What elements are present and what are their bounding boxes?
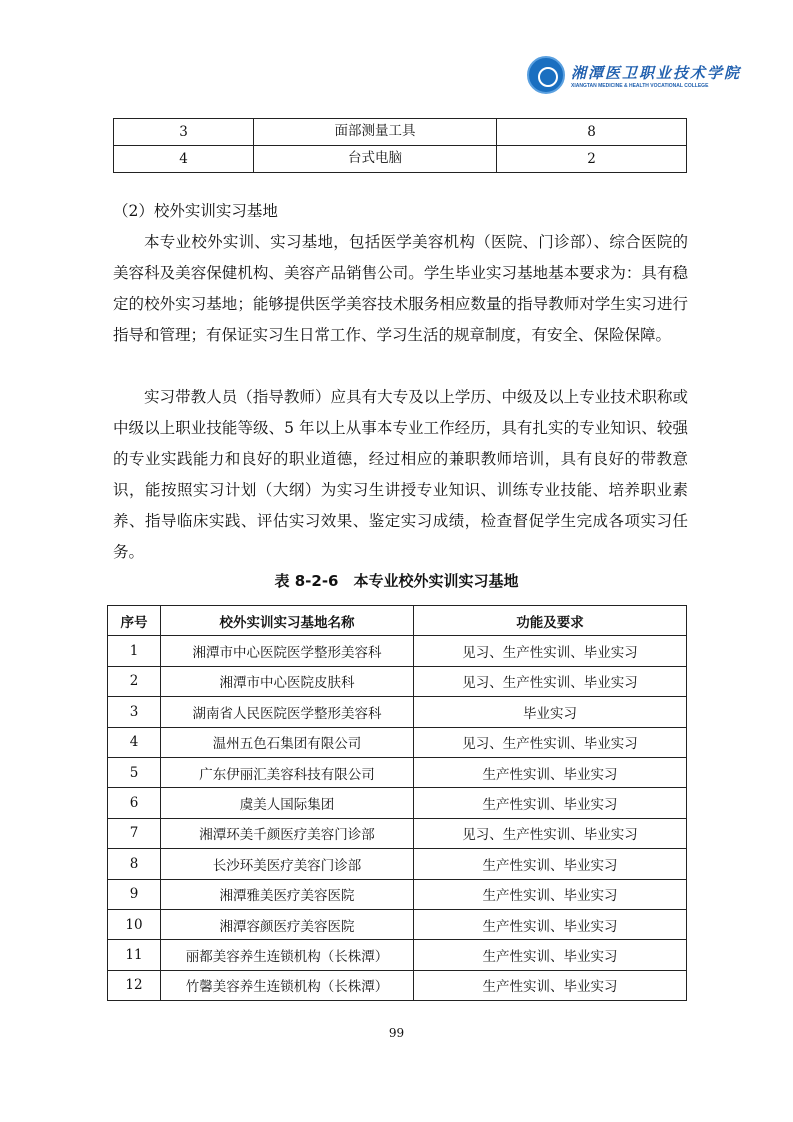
table-cell: 见习、生产性实训、毕业实习 bbox=[414, 666, 687, 696]
table-cell: 12 bbox=[108, 970, 161, 1000]
table-cell: 见习、生产性实训、毕业实习 bbox=[414, 636, 687, 666]
table-cell: 湘潭市中心医院医学整形美容科 bbox=[161, 636, 414, 666]
table-cell: 7 bbox=[108, 818, 161, 848]
table-row bbox=[108, 940, 687, 970]
table-cell: 4 bbox=[108, 727, 161, 757]
table-row bbox=[108, 636, 687, 666]
table-cell: 面部测量工具 bbox=[254, 119, 497, 146]
table-cell: 长沙环美医疗美容门诊部 bbox=[161, 849, 414, 879]
table-row bbox=[108, 879, 687, 909]
table-cell: 生产性实训、毕业实习 bbox=[414, 788, 687, 818]
table-cell: 生产性实训、毕业实习 bbox=[414, 970, 687, 1000]
college-seal-icon bbox=[527, 56, 565, 94]
table-row bbox=[108, 727, 687, 757]
table-row bbox=[108, 757, 687, 787]
table-cell: 虞美人国际集团 bbox=[161, 788, 414, 818]
logo-cn: 湘潭医卫职业技术学院 bbox=[571, 63, 742, 82]
table-cell: 1 bbox=[108, 636, 161, 666]
table-cell: 2 bbox=[497, 146, 687, 173]
table-header-row bbox=[108, 606, 687, 636]
table-cell: 4 bbox=[114, 146, 254, 173]
table-row bbox=[108, 909, 687, 939]
table-cell: 湘潭环美千颜医疗美容门诊部 bbox=[161, 818, 414, 848]
table-cell: 湘潭雅美医疗美容医院 bbox=[161, 879, 414, 909]
table-cell: 见习、生产性实训、毕业实习 bbox=[414, 727, 687, 757]
table-row bbox=[108, 849, 687, 879]
table-cell: 11 bbox=[108, 940, 161, 970]
table-row bbox=[108, 818, 687, 848]
paragraph-1: 本专业校外实训、实习基地，包括医学美容机构（医院、门诊部）、综合医院的美容科及美容保健机构、美容产品销售公司。学生毕业实习基地基本要求为：具有稳定的校外实习基地；能够提供医学美容技术服务相应数量的指导教师对学生实习进行指导和管理；有保证实习生日常工作、学习生活的规章制度，有安全、保险保障。 bbox=[113, 233, 688, 344]
table-row bbox=[108, 666, 687, 696]
table-cell: 见习、生产性实训、毕业实习 bbox=[414, 818, 687, 848]
table-cell: 生产性实训、毕业实习 bbox=[414, 940, 687, 970]
table-row bbox=[108, 970, 687, 1000]
table-cell: 竹馨美容养生连锁机构（长株潭） bbox=[161, 970, 414, 1000]
section-heading: （2）校外实训实习基地 bbox=[113, 202, 278, 220]
table-cell: 台式电脑 bbox=[254, 146, 497, 173]
page-number: 99 bbox=[388, 1026, 405, 1040]
table-cell: 湘潭市中心医院皮肤科 bbox=[161, 666, 414, 696]
paragraph-2: 实习带教人员（指导教师）应具有大专及以上学历、中级及以上专业技术职称或中级以上职业技能等级、5 年以上从事本专业工作经历，具有扎实的专业知识、较强的专业实践能力和良好的职业道德，经过相应的兼职教师培训，具有良好的带教意识，能按照实习计划（大纲）为实习生讲授专业知识、训练专业技能、培养职业素养、指导临床实践、评估实习效果、鉴定实习成绩，检查督促学生完成各项实习任务。 bbox=[113, 388, 688, 561]
table-cell: 湖南省人民医院医学整形美容科 bbox=[161, 697, 414, 727]
table-cell: 生产性实训、毕业实习 bbox=[414, 849, 687, 879]
header-index: 序号 bbox=[108, 606, 161, 636]
table-cell: 生产性实训、毕业实习 bbox=[414, 757, 687, 787]
table-cell: 8 bbox=[497, 119, 687, 146]
table-row bbox=[108, 697, 687, 727]
logo-en: XIANGTAN MEDICINE & HEALTH VOCATIONAL COLLEGE bbox=[571, 82, 709, 89]
table-row bbox=[114, 146, 687, 173]
table-cell: 毕业实习 bbox=[414, 697, 687, 727]
header-name: 校外实训实习基地名称 bbox=[161, 606, 414, 636]
equipment-table bbox=[113, 118, 687, 173]
table-cell: 温州五色石集团有限公司 bbox=[161, 727, 414, 757]
table-cell: 10 bbox=[108, 909, 161, 939]
table-cell: 5 bbox=[108, 757, 161, 787]
table-caption: 表 8-2-6 本专业校外实训实习基地 bbox=[274, 572, 519, 590]
table-cell: 生产性实训、毕业实习 bbox=[414, 909, 687, 939]
header-function: 功能及要求 bbox=[414, 606, 687, 636]
table-cell: 丽都美容养生连锁机构（长株潭） bbox=[161, 940, 414, 970]
table-cell: 9 bbox=[108, 879, 161, 909]
practice-base-table bbox=[107, 605, 687, 1001]
table-cell: 3 bbox=[108, 697, 161, 727]
table-cell: 8 bbox=[108, 849, 161, 879]
table-cell: 湘潭容颜医疗美容医院 bbox=[161, 909, 414, 939]
table-cell: 3 bbox=[114, 119, 254, 146]
table-cell: 2 bbox=[108, 666, 161, 696]
table-cell: 广东伊丽汇美容科技有限公司 bbox=[161, 757, 414, 787]
table-row bbox=[108, 788, 687, 818]
table-cell: 6 bbox=[108, 788, 161, 818]
table-cell: 生产性实训、毕业实习 bbox=[414, 879, 687, 909]
table-row bbox=[114, 119, 687, 146]
college-logo bbox=[527, 56, 741, 94]
